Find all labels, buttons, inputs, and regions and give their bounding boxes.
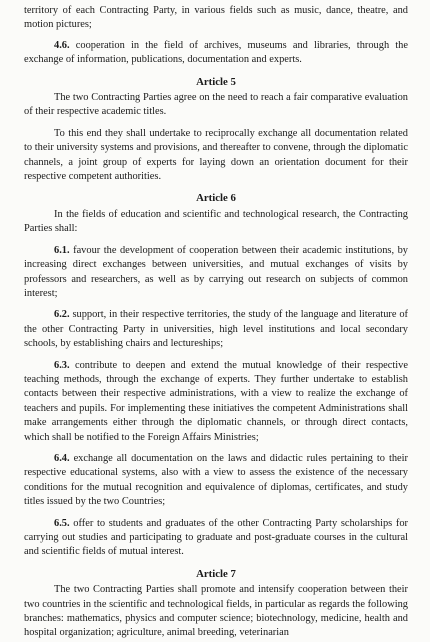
- paragraph-number: 6.5.: [54, 517, 70, 529]
- paragraph-article-5-intro: The two Contracting Parties agree on the need to reach a fair comparative evaluation of their respective academic titles.: [24, 92, 408, 118]
- paragraph-text: support, in their respective territories, the study of the language and literature of the other Contracting Party in universities, high level institutions and local secondary schools, by establishing chairs and lectureships;: [24, 309, 409, 350]
- paragraph-6-3: [24, 359, 408, 445]
- paragraph-6-4: [24, 452, 408, 510]
- paragraph-article-5-body: To this end they shall undertake to reciprocally exchange all documentation related to their university systems and provisions, and thereafter to convene, through the diplomatic channels, a joint group of experts for laying down an orientation document for their respective competent authorities.: [24, 127, 408, 183]
- paragraph-text: contribute to deepen and extend the mutual knowledge of their respective teaching methods, through the exchange of experts. They further undertake to establish contacts between their respective administrations, with a view to realize the exchange of teachers and pupils. For implementing these initiatives the competent Administrations shall make arrangements either through the diplomatic channels, or through direct contacts, which shall be notified to the Foreign Affairs Ministries;: [24, 359, 408, 443]
- paragraph-text: offer to students and graduates of the other Contracting Party scholarships for carrying out studies and participating to graduate and post-graduate courses in the cultural and scientific fields of mutual interest.: [24, 517, 409, 558]
- paragraph-number: 4.6.: [54, 39, 70, 51]
- paragraph-continuation: territory of each Contracting Party, in various fields such as music, dance, theatre, and motion pictures;: [24, 5, 408, 31]
- paragraph-number: 6.3.: [54, 359, 70, 371]
- paragraph-number: 6.1.: [54, 244, 70, 256]
- paragraph-4-6: [24, 39, 408, 68]
- paragraph-article-7-body: The two Contracting Parties shall promote and intensify cooperation between their two countries in the scientific and technological fields, in particular as regards the following branches: mathematics, physics and computer science; biotechnology, medicine, health and hospital organization; agriculture, animal breeding, veterinarian: [24, 584, 408, 639]
- paragraph-6-5: [24, 517, 408, 560]
- paragraph-6-2: [24, 308, 408, 351]
- paragraph-6-1: [24, 244, 408, 302]
- article-6-heading: Article 6: [196, 192, 236, 205]
- article-5-heading: Article 5: [196, 75, 236, 88]
- paragraph-text: favour the development of cooperation between their academic institutions, by increasing direct exchanges between universities, and mutual exchanges of visits by professors and researchers, as well as by carrying out research on subjects of common interest;: [24, 244, 408, 299]
- paragraph-number: 6.4.: [54, 452, 70, 464]
- article-7-heading: Article 7: [196, 567, 236, 580]
- paragraph-text: cooperation in the field of archives, museums and libraries, through the exchange of information, publications, documentation and experts.: [24, 39, 408, 66]
- paragraph-text: exchange all documentation on the laws and didactic rules pertaining to their respective educational systems, also with a view to assess the existence of the necessary conditions for the mutual recognition and equivalence of diplomas, certificates, and study titles issued by the two Countries;: [24, 452, 408, 508]
- paragraph-number: 6.2.: [54, 309, 70, 321]
- paragraph-article-6-intro: In the fields of education and scientific and technological research, the Contracting Parties shall:: [24, 208, 408, 235]
